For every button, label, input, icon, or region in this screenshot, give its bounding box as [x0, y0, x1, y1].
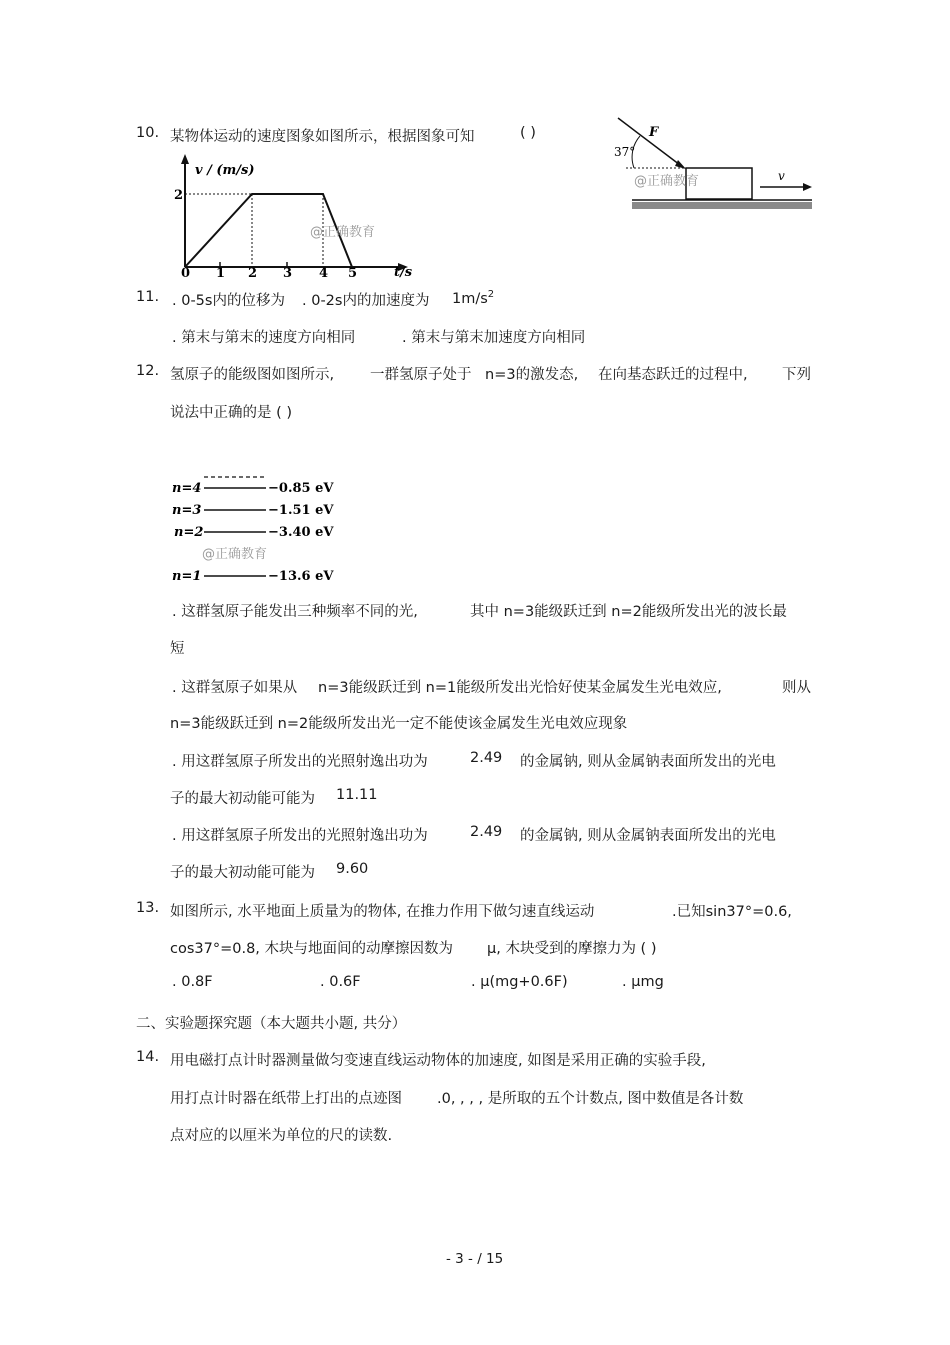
q14-text-2: 用打点计时器在纸带上打出的点迹图 — [170, 1091, 402, 1107]
graph-x-tick-3: 3 — [283, 266, 293, 281]
graph-ylabel: v / (m/s) — [195, 163, 255, 178]
q11-option-b: . 0-2s内的加速度为 — [302, 293, 430, 309]
q12-option-c-1: . 用这群氢原子所发出的光照射逸出功为 — [172, 754, 428, 770]
graph-xlabel: t/s — [394, 265, 413, 280]
level-n2-label: n=2 — [174, 525, 204, 540]
energy-watermark: @正确教育 — [202, 547, 268, 562]
q12-option-b-1: . 这群氢原子如果从 — [172, 680, 298, 696]
q12-option-d-3: 子的最大初动能可能为 — [170, 865, 315, 881]
q10-number: 10. — [136, 125, 160, 141]
q14-number: 14. — [136, 1049, 160, 1065]
force-label: F — [649, 125, 659, 140]
q13-option-d: . μmg — [622, 974, 664, 990]
force-figure-watermark: @正确教育 — [634, 174, 700, 189]
q12-option-c-energy: 11.11 — [336, 787, 378, 803]
section-2-heading: 二、实验题探究题（本大题共小题, 共分） — [136, 1016, 407, 1032]
q13-option-c: . μ(mg+0.6F) — [471, 974, 568, 990]
q12-number: 12. — [136, 363, 160, 379]
q13-text-3: cos37°=0.8, 木块与地面间的动摩擦因数为 — [170, 941, 454, 957]
velocity-label: v — [778, 169, 785, 183]
q13-option-b: . 0.6F — [320, 974, 361, 990]
q12-option-d-2: 的金属钠, 则从金属钠表面所发出的光电 — [520, 828, 776, 844]
q11-option-d: . 第末与第末加速度方向相同 — [402, 330, 586, 346]
q12-option-a-1: . 这群氢原子能发出三种频率不同的光, — [172, 604, 418, 620]
graph-x-tick-1: 1 — [216, 266, 226, 281]
q12-option-c-workfunction: 2.49 — [470, 750, 503, 766]
velocity-time-graph — [160, 152, 430, 282]
q12-option-b-4: n=3能级跃迁到 n=2能级所发出光一定不能使该金属发生光电效应现象 — [170, 716, 628, 732]
graph-x-tick-5: 5 — [348, 266, 358, 281]
level-n4-label: n=4 — [172, 481, 202, 496]
q10-answer-paren: ( ) — [520, 125, 536, 141]
level-n3-label: n=3 — [172, 503, 202, 518]
graph-x-tick-4: 4 — [319, 266, 329, 281]
q12-text-5: 下列 — [782, 367, 811, 383]
q13-option-a: . 0.8F — [172, 974, 213, 990]
q12-text-1: 氢原子的能级图如图所示, — [170, 367, 335, 383]
q12-option-a-2: 其中 n=3能级跃迁到 n=2能级所发出光的波长最 — [470, 604, 787, 620]
q11-option-a: . 0-5s内的位移为 — [172, 293, 285, 309]
q12-option-c-3: 子的最大初动能可能为 — [170, 791, 315, 807]
energy-level-diagram — [168, 470, 343, 588]
graph-y-tick-2: 2 — [174, 188, 184, 203]
q12-text-4: 在向基态跃迁的过程中, — [598, 367, 748, 383]
q13-text-1: 如图所示, 水平地面上质量为的物体, 在推力作用下做匀速直线运动 — [170, 904, 595, 920]
graph-watermark: @正确教育 — [310, 225, 376, 240]
q11-accel-value: $1m/s^2$ — [452, 289, 495, 307]
ground-hatch — [632, 202, 812, 209]
level-n1-label: n=1 — [172, 569, 202, 584]
q12-option-b-3: 则从 — [782, 680, 811, 696]
level-n3-energy: −1.51 eV — [268, 503, 334, 518]
level-n1-energy: −13.6 eV — [268, 569, 334, 584]
graph-x-tick-2: 2 — [248, 266, 258, 281]
q12-option-d-energy: 9.60 — [336, 861, 369, 877]
graph-x-tick-0: 0 — [181, 266, 191, 281]
q12-text-3: n=3的激发态, — [485, 367, 579, 383]
q13-text-4: μ, 木块受到的摩擦力为 ( ) — [487, 941, 657, 957]
q14-text-4: 点对应的以厘米为单位的尺的读数. — [170, 1128, 393, 1144]
q12-option-d-workfunction: 2.49 — [470, 824, 503, 840]
q14-text-1: 用电磁打点计时器测量做匀变速直线运动物体的加速度, 如图是采用正确的实验手段, — [170, 1053, 706, 1069]
q12-option-b-2: n=3能级跃迁到 n=1能级所发出光恰好使某金属发生光电效应, — [318, 680, 722, 696]
level-n4-energy: −0.85 eV — [268, 481, 334, 496]
force-figure — [612, 116, 817, 216]
page-number: - 3 - / 15 — [446, 1251, 504, 1267]
level-n2-energy: −3.40 eV — [268, 525, 334, 540]
q11-option-c: . 第末与第末的速度方向相同 — [172, 330, 356, 346]
q10-text: 某物体运动的速度图象如图所示，根据图象可知 — [170, 129, 475, 145]
angle-label: 37° — [614, 145, 636, 159]
q12-question: 说法中正确的是 ( ) — [170, 405, 293, 421]
q13-text-2: .已知sin37°=0.6, — [672, 904, 792, 920]
q11-number: 11. — [136, 289, 160, 305]
q12-option-d-1: . 用这群氢原子所发出的光照射逸出功为 — [172, 828, 428, 844]
q13-number: 13. — [136, 900, 160, 916]
q14-text-3: .0, , , , 是所取的五个计数点, 图中数值是各计数 — [437, 1091, 744, 1107]
graph-v-axis-arrow — [181, 154, 189, 164]
q12-text-2: 一群氢原子处于 — [370, 367, 472, 383]
q12-option-a-3: 短 — [170, 641, 185, 657]
force-arrowhead — [675, 160, 686, 169]
q12-option-c-2: 的金属钠, 则从金属钠表面所发出的光电 — [520, 754, 776, 770]
